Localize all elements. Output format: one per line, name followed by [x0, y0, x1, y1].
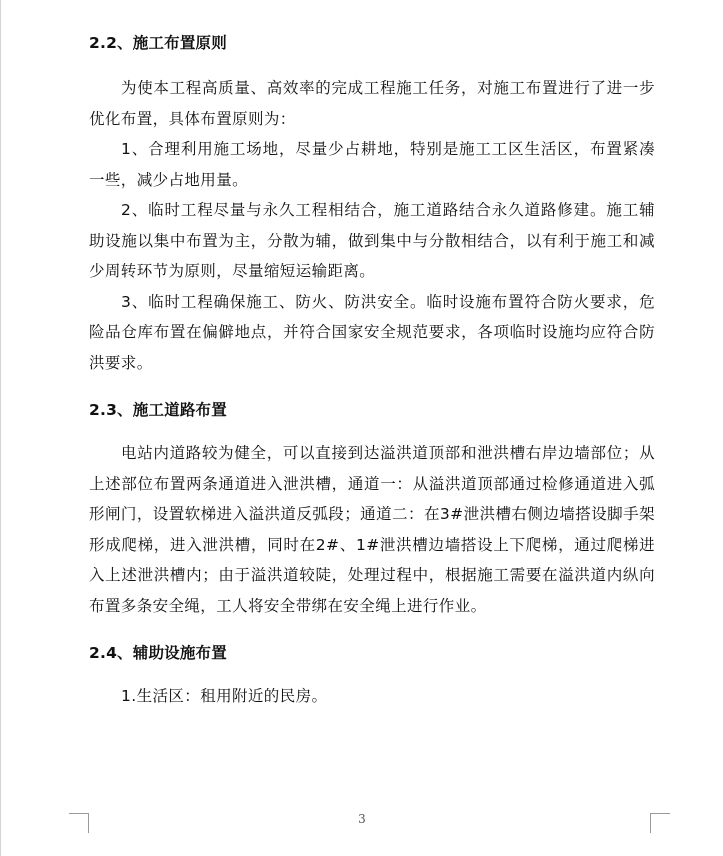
paragraph: 2、临时工程尽量与永久工程相结合，施工道路结合永久道路修建。施工辅助设施以集中布置为主，分散为辅，做到集中与分散相结合，以有利于施工和减少周转环节为原则，尽量缩短运输距离。: [89, 201, 655, 280]
paragraph: 1、合理利用施工场地，尽量少占耕地，特别是施工工区生活区，布置紧凑一些，减少占地用量。: [89, 140, 655, 189]
page-body: [89, 28, 655, 712]
paragraph: 3、临时工程确保施工、防火、防洪安全。临时设施布置符合防火要求，危险品仓库布置在偏僻地点，并符合国家安全规范要求，各项临时设施均应符合防洪要求。: [89, 292, 655, 372]
page-left-edge: [0, 0, 1, 856]
section-heading-2-2: 2.2、施工布置原则: [89, 34, 227, 52]
paragraph: 1.生活区：租用附近的民房。: [121, 687, 328, 705]
section-heading-2-4: 2.4、辅助设施布置: [89, 644, 227, 662]
page-number: 3: [358, 812, 366, 826]
paragraph: 电站内道路较为健全，可以直接到达溢洪道顶部和泄洪槽右岸边墙部位；从上述部位布置两条通道进入泄洪槽，通道一：从溢洪道顶部通过检修通道进入弧形闸门，设置软梯进入溢洪道反弧段；通道二：在3#泄洪槽右侧边墙搭设脚手架形成爬梯，进入泄洪槽，同时在2#、1#泄洪槽边墙搭设上下爬梯，通过爬梯进入上述泄洪槽内；由于溢洪道较陡，处理过程中，根据施工需要在溢洪道内纵向布置多条安全绳，工人将安全带绑在安全绳上进行作业。: [89, 444, 655, 615]
paragraph: 为使本工程高质量、高效率的完成工程施工任务，对施工布置进行了进一步优化布置，具体布置原则为：: [89, 79, 655, 128]
section-heading-2-3: 2.3、施工道路布置: [89, 401, 227, 419]
